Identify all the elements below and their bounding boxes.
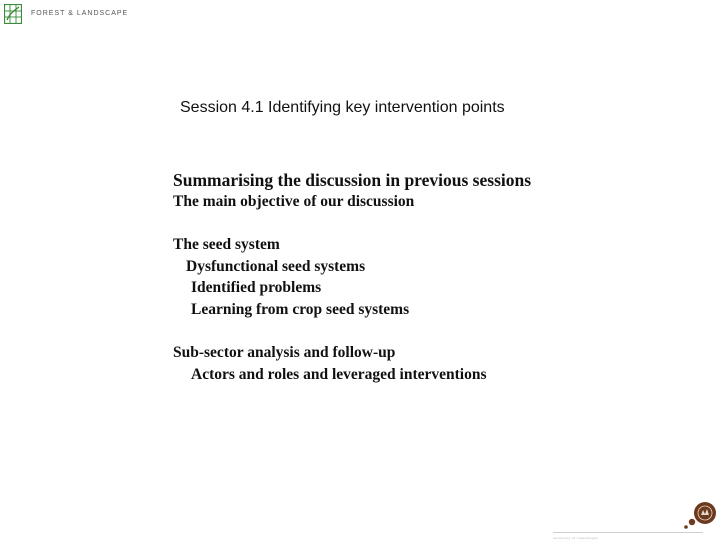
footer-text: university of copenhagen xyxy=(553,536,599,540)
identified-problems-item: Identified problems xyxy=(191,279,322,296)
university-emblem-icon xyxy=(683,500,717,530)
brand-name: FOREST & LANDSCAPE xyxy=(31,10,129,17)
footer-divider xyxy=(553,532,703,533)
sub-sector-analysis-heading: Sub-sector analysis and follow-up xyxy=(173,344,396,361)
objective-line: The main objective of our discussion xyxy=(173,193,415,210)
actors-roles-item: Actors and roles and leveraged interventions xyxy=(191,366,487,383)
learning-crop-seed-systems-item: Learning from crop seed systems xyxy=(191,301,410,318)
seed-system-heading: The seed system xyxy=(173,236,280,253)
dysfunctional-seed-systems-item: Dysfunctional seed systems xyxy=(186,258,366,275)
session-title: Session 4.1 Identifying key intervention points xyxy=(180,99,505,116)
section-heading: Summarising the discussion in previous sessions xyxy=(173,170,532,190)
grid-leaf-logo-icon xyxy=(4,4,22,24)
